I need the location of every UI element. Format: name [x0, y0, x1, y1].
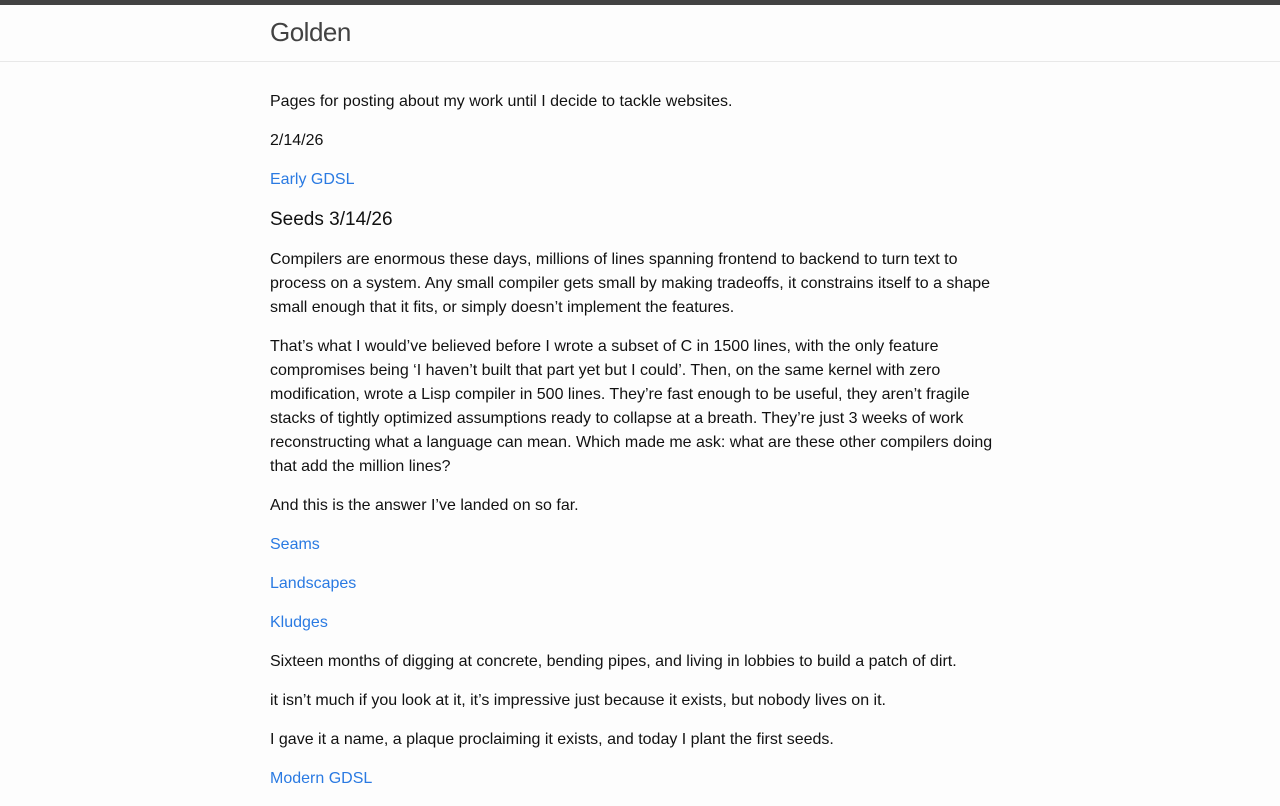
- modern-gdsl-link[interactable]: Modern GDSL: [270, 770, 373, 787]
- modern-gdsl-item: [270, 767, 1000, 791]
- early-gdsl-link[interactable]: Early GDSL: [270, 171, 355, 188]
- landscapes-item: [270, 572, 1000, 596]
- kludges-link[interactable]: Kludges: [270, 614, 328, 631]
- paragraph-subset-c: That’s what I would’ve believed before I wrote a subset of C in 1500 lines, with the only feature compromises being ‘I haven’t built that part yet but I could’. Then, on the same kernel with zero modification, wrote a Lisp compiler in 500 lines. They’re fast enough to be useful, they aren’t fragile stacks of tightly optimized assumptions ready to collapse at a breath. They’re just 3 weeks of work reconstructing what a language can mean. Which made me ask: what are these other compilers doing that add the million lines?: [270, 338, 993, 475]
- post-date: 2/14/26: [270, 132, 324, 149]
- seams-link[interactable]: Seams: [270, 536, 320, 553]
- paragraph-plaque: I gave it a name, a plaque proclaiming it exists, and today I plant the first seeds.: [270, 731, 834, 748]
- seams-item: [270, 533, 1000, 557]
- section-heading-seeds: Seeds 3/14/26: [270, 209, 393, 230]
- site-title-link[interactable]: Golden: [270, 17, 351, 47]
- paragraph-isnt-much: it isn’t much if you look at it, it’s impressive just because it exists, but nobody lives on it.: [270, 692, 886, 709]
- paragraph-sixteen-months: Sixteen months of digging at concrete, bending pipes, and living in lobbies to build a patch of dirt.: [270, 653, 957, 670]
- paragraph-answer: And this is the answer I’ve landed on so far.: [270, 497, 579, 514]
- early-gdsl-item: [270, 168, 1000, 192]
- post-content: [270, 90, 1000, 806]
- kludges-item: [270, 611, 1000, 635]
- paragraph-compilers: Compilers are enormous these days, millions of lines spanning frontend to backend to turn text to process on a system. Any small compiler gets small by making tradeoffs, it constrains itself to a shape small enough that it fits, or simply doesn’t implement the features.: [270, 251, 991, 316]
- landscapes-link[interactable]: Landscapes: [270, 575, 357, 592]
- site-header: [0, 5, 1280, 62]
- intro-paragraph: Pages for posting about my work until I decide to tackle websites.: [270, 93, 733, 110]
